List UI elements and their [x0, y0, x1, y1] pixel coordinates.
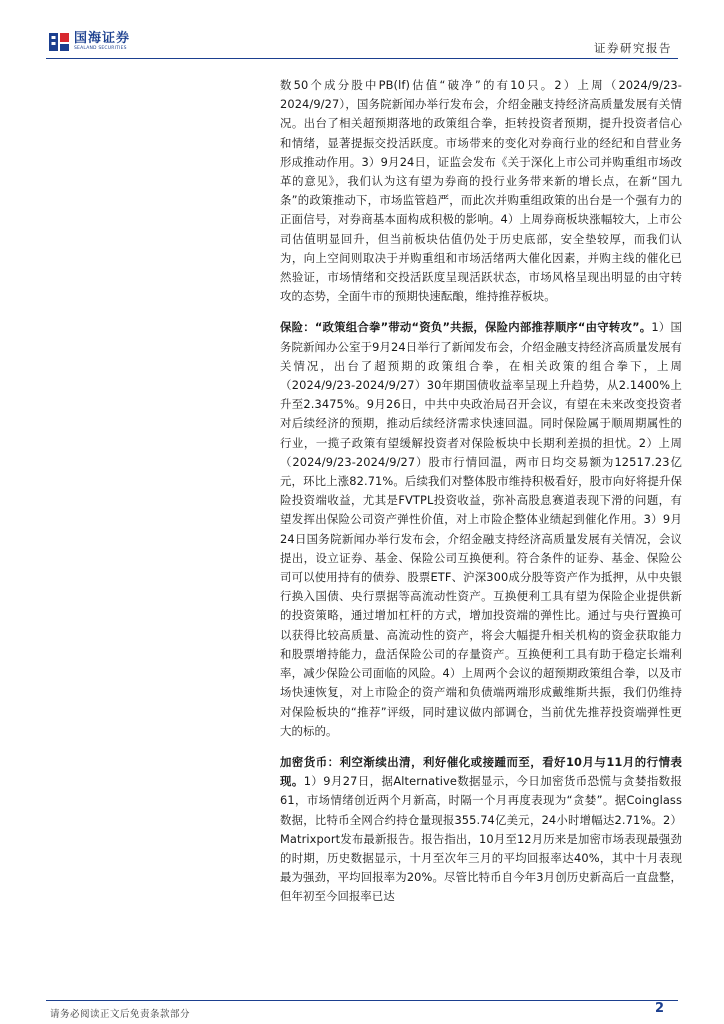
sealand-logo-icon — [48, 31, 70, 53]
report-type-label: 证券研究报告 — [594, 41, 672, 55]
paragraph-text: 数50个成分股中PB(lf)估值“破净”的有10只。2）上周（2024/9/23-2024/9/27），国务院新闻办举行发布会，介绍金融支持经济高质量发展有关情况。出台了相关超预期落地的政策组合拳，拒转投资者预期，提升投资者信心和情绪，显著提振交投活跃度。市场带来的变化对券商行业的经纪和自营业务形成推动作用。3）9月24日，证监会发布《关于深化上市公司并购重组市场改革的意见》，我们认为这有望为券商的投行业务带来新的增长点，在新“国九条”的政策推动下，市场监管趋严，而此次并购重组政策的出台是一个强有力的正面信号，对券商基本面构成积极的影响。4）上周券商板块涨幅较大，上市公司估值明显回升，但当前板块估值仍处于历史底部，安全垫较厚，而我们认为，向上空间则取决于并购重组和市场活绪两大催化因素，并购主线的催化已然验证，市场情绪和交投活跃度呈现活跃状态，市场风格呈现出明显的由守转攻的态势，全面牛市的预期快速酝酿，维持推荐板块。 — [280, 78, 682, 304]
paragraph-text: 1）9月27日，据Alternative数据显示，今日加密货币恐慌与贪婪指数报61，市场情绪创近两个月新高，时隔一个月再度表现为“贪婪”。据Coinglass数据，比特币全网合约持仓量现报355.74亿美元，24小时增幅达2.71%。2）Matrixport发布最新报告。报告指出，10月至12月历来是加密市场表现最强劲的时期，历史数据显示，十月至次年三月的平均回报率达40%，其中十月表现最为强劲，平均回报率为20%。尽管比特币自今年3月创历史新高后一直盘整，但年初至今回报率已达 — [280, 774, 683, 904]
page-header — [0, 0, 724, 60]
logo-english-name: SEALAND SECURITIES — [74, 46, 127, 51]
page-number: 2 — [654, 1001, 664, 1016]
paragraph-lead: 加密货币：利空渐续出清，利好催化或接踵而至，看好10月与11月的行情表现。 — [280, 754, 682, 789]
header-divider — [46, 58, 678, 59]
report-body — [280, 76, 682, 907]
logo-chinese-name: 国海证券 — [74, 31, 131, 46]
paragraph-securities — [280, 76, 682, 306]
footer-disclaimer: 请务必阅读正文后免责条款部分 — [50, 1009, 191, 1020]
paragraph-text: 1）国务院新闻办公室于9月24日举行了新闻发布会，介绍金融支持经济高质量发展有关情况，出台了超预期的政策组合拳，在相关政策的组合拳下，上周（2024/9/23-2024/9/27）30年期国债收益率呈现上升趋势，从2.1400%上升至2.3475%。9月26日，中共中央政治局召开会议，有望在未来改变投资者对后续经济的预期，推动后续经济需求快速回温。同时保险属于顺周期属性的行业，一揽子政策有望缓解投资者对保险板块中长期利差损的担忧。2）上周（2024/9/23-2024/9/27）股市行情回温，两市日均交易额为12517.23亿元，环比上涨82.71%。后续我们对整体股市维持积极看好，股市向好将提升保险投资端收益，尤其是FVTPL投资收益，弥补高股息赛道表现下滑的问题，有望发挥出保险公司资产弹性价值，对上市险企整体业绩起到催化作用。3）9月24日国务院新闻办举行发布会，介绍金融支持经济高质量发展有关情况，会议提出，设立证券、基金、保险公司互换便利。符合条件的证券、基金、保险公司可以使用持有的债券、股票ETF、沪深300成分股等资产作为抵押，从中央银行换入国债、央行票据等高流动性资产。互换便利工具有望为保险企业提供新的投资策略，通过增加杠杆的方式，增加投资端的弹性比。通过与央行置换可以获得比较高质量、高流动性的资产，将会大幅提升相关机构的资金获取能力和股票增持能力，盘活保险公司的存量资产。互换便利工具有助于稳定长端利率，减少保险公司面临的风险。4）上周两个会议的超预期政策组合拳，以及市场快速恢复，对上市险企的资产端和负债端两端形成戴维斯共振，我们仍维持对保险板块的“推荐”评级，同时建议做内部调仓，当前优先推荐投资端弹性更大的标的。 — [280, 320, 682, 738]
paragraph-insurance — [280, 318, 682, 740]
company-logo — [48, 30, 130, 54]
footer-divider — [46, 1000, 678, 1001]
paragraph-crypto — [280, 753, 682, 907]
paragraph-lead: 保险：“政策组合拳”带动“资负”共振，保险内部推荐顺序“由守转攻”。 — [280, 320, 652, 335]
